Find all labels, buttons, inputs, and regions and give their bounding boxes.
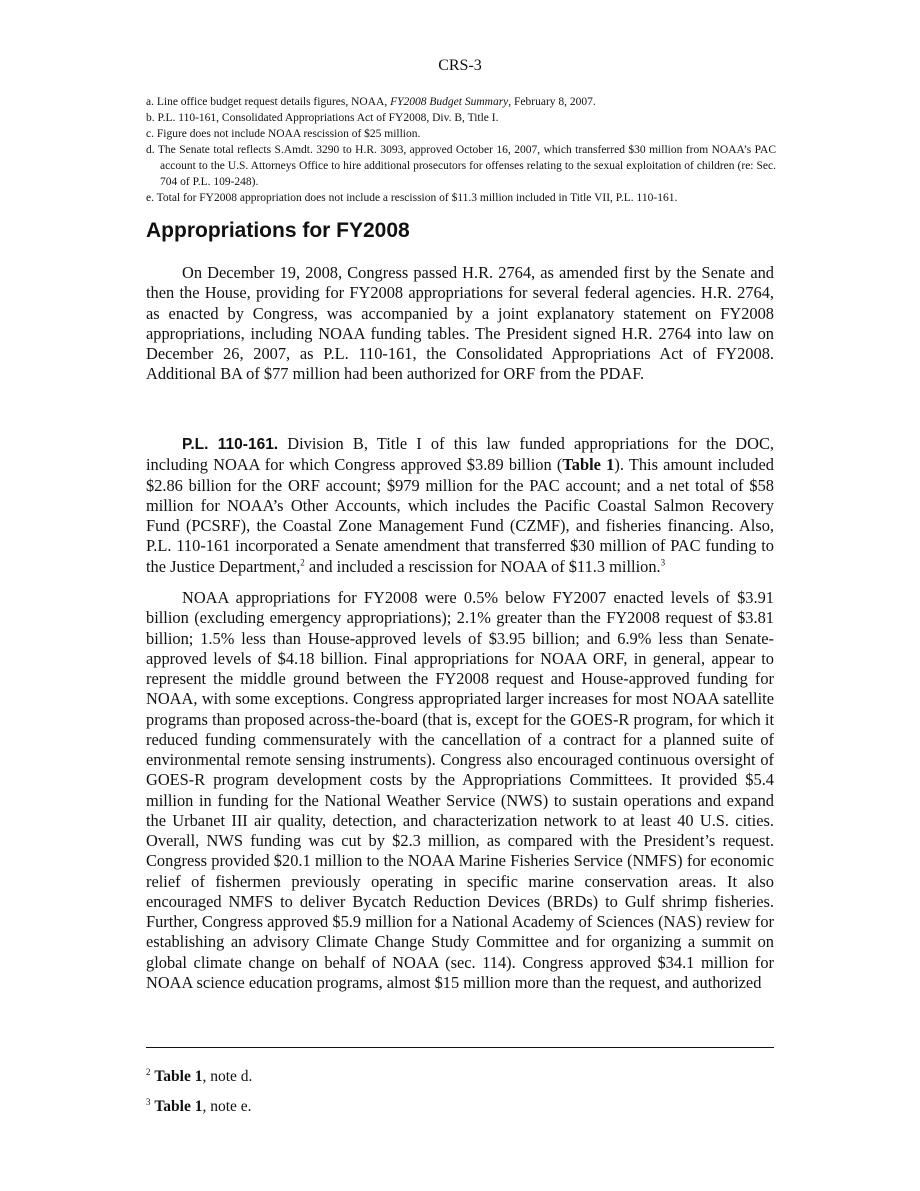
paragraph-3 (146, 588, 774, 993)
paragraph-1 (146, 263, 774, 385)
footnote-3: $^3$ Table 1, note e. (146, 1096, 252, 1115)
table-note-d: d. The Senate total reflects S.Amdt. 3290 to H.R. 3093, approved October 16, 2007, which transferred $30 million from NOAA’s PAC account to the U.S. Attorneys Office to hire additional prosecutors for offenses relating to the sexual exploitation of children (re: Sec. 704 of P.L. 109-248). (146, 144, 776, 188)
table-note-a: a. Line office budget request details figures, NOAA, FY2008 Budget Summary, February 8, 2007. (146, 96, 596, 108)
page-number-header: CRS-3 (438, 57, 482, 74)
table-note-e: e. Total for FY2008 appropriation does not include a rescission of $11.3 million included in Title VII, P.L. 110-161. (146, 192, 678, 204)
table-notes (146, 94, 776, 206)
footnote-divider (146, 1047, 774, 1048)
paragraph-3-text: NOAA appropriations for FY2008 were 0.5% below FY2007 enacted levels of $3.91 billion (excluding emergency appropriations); 2.1% greater than the FY2008 request of $3.81 billion; 1.5% less than House-approved levels of $3.95 billion; and 6.9% less than Senate-approved levels of $4.18 billion. Final appropriations for NOAA ORF, in general, appear to represent the middle ground between the FY2008 request and House-approved funding for NOAA, with some exceptions. Congress appropriated larger increases for most NOAA satellite programs than proposed across-the-board (that is, except for the GOES-R program, for which it reduced funding commensurately with the cancellation of a contract for a planned suite of environmental remote sensing instruments). Congress also encouraged continuous oversight of GOES-R program development costs by the Appropriations Committees. It provided $5.4 million in funding for the National Weather Service (NWS) to sustain operations and expand the Urbanet III air quality, detection, and characterization network to at least 40 U.S. cities. Overall, NWS funding was cut by $2.3 million, as compared with the President’s request. Congress provided $20.1 million to the NOAA Marine Fisheries Service (NMFS) for economic relief of fishermen previously operating in specific marine conservation areas. It also encouraged NMFS to deliver Bycatch Reduction Devices (BRDs) to Gulf shrimp fisheries. Further, Congress approved $5.9 million for a National Academy of Sciences (NAS) review for establishing an advisory Climate Change Study Committee and for organizing a summit on global climate change on behalf of NOAA (sec. 114). Congress approved $34.1 million for NOAA science education programs, almost $15 million more than the request, and authorized (146, 588, 774, 992)
table-note-c: c. Figure does not include NOAA rescission of $25 million. (146, 128, 421, 140)
table-1-reference: Table 1 (562, 455, 615, 475)
footnote-ref-3: 3 (660, 557, 666, 568)
paragraph-2: P.L. 110-161. Division B, Title I of this law funded appropriations for the DOC, including NOAA for which Congress approved $3.89 billion (Table 1). This amount included $2.86 billion for the ORF account; $979 million for the PAC account; and a net total of $58 million for NOAA’s Other Accounts, which includes the Pacific Coastal Salmon Recovery Fund (PCSRF), the Coastal Zone Management Fund (CZMF), and fisheries financing. Also, P.L. 110-161 incorporated a Senate amendment that transferred $30 million of PAC funding to the Justice Department,$^2$ and included a rescission for NOAA of $11.3 million.$^3$ (146, 434, 775, 576)
table-note-b: b. P.L. 110-161, Consolidated Appropriations Act of FY2008, Div. B, Title I. (146, 112, 499, 124)
footnote-2: $^2$ Table 1, note d. (146, 1066, 253, 1085)
run-in-heading: P.L. 110-161. (182, 436, 279, 453)
section-heading: Appropriations for FY2008 (146, 219, 410, 242)
footnote-ref-2: 2 (300, 557, 305, 568)
paragraph-1-text: On December 19, 2008, Congress passed H.R. 2764, as amended first by the Senate and then the House, providing for FY2008 appropriations for several federal agencies. H.R. 2764, as enacted by Congress, was accompanied by a joint explanatory statement on FY2008 appropriations, including NOAA funding tables. The President signed H.R. 2764 into law on December 26, 2007, as P.L. 110-161, the Consolidated Appropriations Act of FY2008. Additional BA of $77 million had been authorized for ORF from the PDAF. (146, 263, 774, 384)
